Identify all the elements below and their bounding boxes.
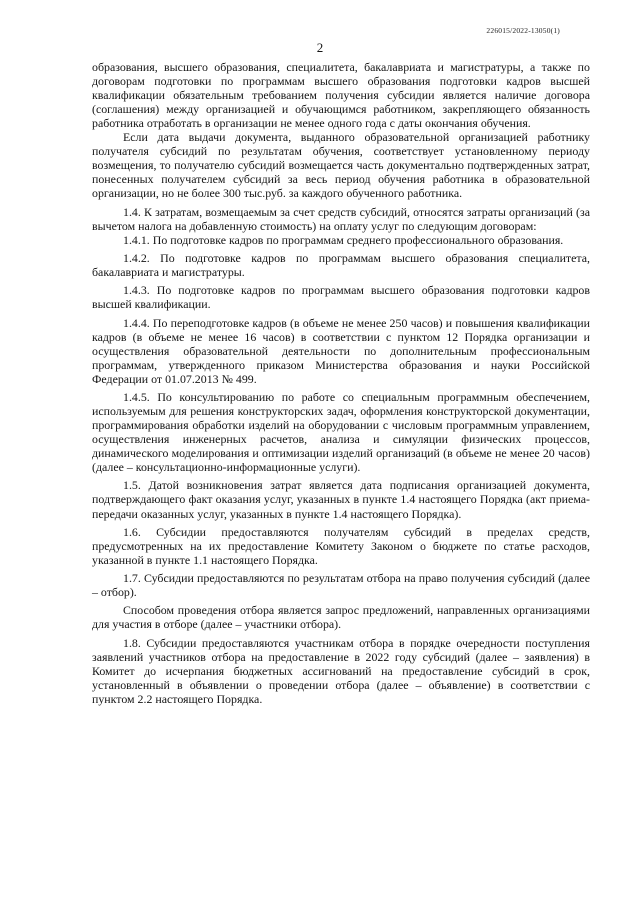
paragraph: образования, высшего образования, специалитета, бакалавриата и магистратуры, а также по договорам подготовки по программам высшего образования подготовки кадров высшей квалификации обязательным требованием получения субсидии является наличие договора (соглашения) между организацией и обучающимся работником, закрепляющего обязанность работника отработать в организации не менее одного года с даты окончания обучения. bbox=[92, 60, 590, 131]
paragraph: 1.7. Субсидии предоставляются по результатам отбора на право получения субсидий (далее – отбор). bbox=[92, 571, 590, 600]
paragraph: 1.4. К затратам, возмещаемым за счет средств субсидий, относятся затраты организаций (за вычетом налога на добавленную стоимость) на оплату услуг по следующим договорам: bbox=[92, 204, 590, 233]
paragraph: 1.4.2. По подготовке кадров по программам высшего образования специалитета, бакалавриата и магистратуры. bbox=[92, 250, 590, 280]
paragraph: 1.4.3. По подготовке кадров по программам высшего образования подготовки кадров высшей квалификации. bbox=[92, 283, 590, 312]
paragraph: 1.4.1. По подготовке кадров по программам среднего профессионального образования. bbox=[123, 232, 564, 247]
paragraph: 1.8. Субсидии предоставляются участникам отбора в порядке очередности поступления заявлений участников отбора на предоставление в 2022 году субсидий (далее – заявления) в Комитет до исчерпания бюджетных ассигнований на предоставление субсидий в срок, установленный в объявлении о проведении отбора (далее – объявление) в соответствии с пунктом 2.2 настоящего Порядка. bbox=[92, 635, 590, 706]
paragraph: 1.4.4. По переподготовке кадров (в объеме не менее 250 часов) и повышения квалификации кадров (в объеме не менее 16 часов) в соответствии с пунктом 12 Порядка организации и осуществления образовательной деятельности по дополнительным профессиональным программам, утвержденного приказом Министерства образования и науки Российской Федерации от 01.07.2013 № 499. bbox=[92, 315, 590, 386]
paragraph: 1.6. Субсидии предоставляются получателям субсидий в пределах средств, предусмотренных на их предоставление Комитету Законом о бюджете по статье расходов, указанной в пункте 1.1 настоящего Порядка. bbox=[92, 524, 590, 567]
paragraph: Способом проведения отбора является запрос предложений, направленных организациями для участия в отборе (далее – участники отбора). bbox=[92, 603, 590, 632]
page-number: 2 bbox=[316, 40, 324, 55]
document-body bbox=[92, 60, 590, 710]
paragraph: Если дата выдачи документа, выданного образовательной организацией работнику получателя субсидий по результатам обучения, соответствует установленному периоду возмещения, то получателю субсидий возмещается часть документально подтвержденных затрат, понесенных получателем субсидий за весь период обучения работника в образовательной организации, но не более 300 тыс.руб. за каждого обученного работника. bbox=[92, 130, 590, 201]
paragraph: 1.4.5. По консультированию по работе со специальным программным обеспечением, используемым для решения конструкторских задач, оформления конструкторской документации, программирования обработки изделий на оборудовании с числовым программным управлением, осуществления инженерных расчетов, анализа и симуляции физических процессов, динамического моделирования и оптимизации изделий организаций (в объеме не менее 20 часов) (далее – консультационно-информационные услуги). bbox=[92, 389, 590, 475]
paragraph: 1.5. Датой возникновения затрат является дата подписания организацией документа, подтверждающего факт оказания услуг, указанных в пункте 1.4 настоящего Порядка (акт приема-передачи оказанных услуг, указанных в пункте 1.4 настоящего Порядка). bbox=[92, 478, 590, 521]
document-number: 226015/2022-13050(1) bbox=[486, 26, 560, 35]
